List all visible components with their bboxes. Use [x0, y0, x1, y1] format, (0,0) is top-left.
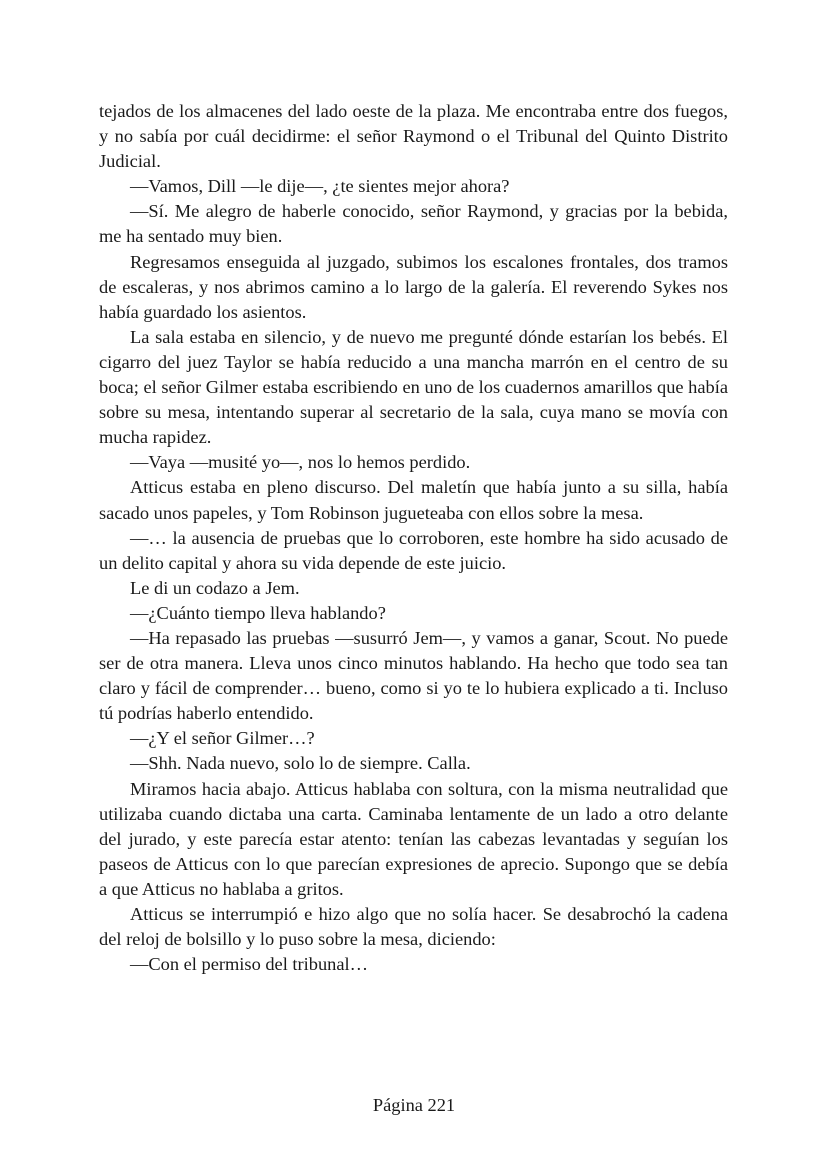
paragraph-16: —Con el permiso del tribunal… — [130, 954, 369, 975]
paragraph-7: Atticus estaba en pleno discurso. Del maletín que había junto a su silla, había sacado unos papeles, y Tom Robinson jugueteaba con ellos sobre la mesa. — [99, 477, 728, 523]
paragraph-9: Le di un codazo a Jem. — [130, 577, 300, 598]
paragraph-4: Regresamos enseguida al juzgado, subimos los escalones frontales, dos tramos de escaleras, y nos abrimos camino a lo largo de la galería. El reverendo Sykes nos había guardado los asientos. — [99, 251, 728, 322]
paragraph-8: —… la ausencia de pruebas que lo corroboren, este hombre ha sido acusado de un delito capital y ahora su vida depende de este juicio. — [99, 527, 728, 573]
paragraph-2: —Vamos, Dill —le dije—, ¿te sientes mejor ahora? — [130, 176, 510, 197]
paragraph-3: —Sí. Me alegro de haberle conocido, señor Raymond, y gracias por la bebida, me ha sentado muy bien. — [99, 201, 728, 247]
paragraph-1: tejados de los almacenes del lado oeste de la plaza. Me encontraba entre dos fuegos, y no sabía por cuál decidirme: el señor Raymond o el Tribunal del Quinto Distrito Judicial. — [99, 101, 728, 172]
page-number: Página 221 — [372, 1095, 456, 1115]
paragraph-11: —Ha repasado las pruebas —susurró Jem—, y vamos a ganar, Scout. No puede ser de otra manera. Lleva unos cinco minutos hablando. Ha hecho que todo sea tan claro y fácil de comprender… bueno, como si yo te lo hubiera explicado a ti. Incluso tú podrías haberlo entendido. — [99, 627, 728, 724]
body-text — [99, 99, 728, 977]
paragraph-12: —¿Y el señor Gilmer…? — [130, 728, 315, 749]
paragraph-6: —Vaya —musité yo—, nos lo hemos perdido. — [130, 452, 471, 473]
paragraph-15: Atticus se interrumpió e hizo algo que no solía hacer. Se desabrochó la cadena del reloj de bolsillo y lo puso sobre la mesa, diciendo: — [99, 904, 728, 950]
paragraph-13: —Shh. Nada nuevo, solo lo de siempre. Calla. — [130, 753, 471, 774]
paragraph-10: —¿Cuánto tiempo lleva hablando? — [130, 602, 386, 623]
paragraph-14: Miramos hacia abajo. Atticus hablaba con soltura, con la misma neutralidad que utilizaba cuando dictaba una carta. Caminaba lentamente de un lado a otro delante del jurado, y este parecía estar atento: tenían las cabezas levantadas y seguían los paseos de Atticus con lo que parecían expresiones de aprecio. Supongo que se debía a que Atticus no hablaba a gritos. — [99, 778, 728, 899]
paragraph-5: La sala estaba en silencio, y de nuevo me pregunté dónde estarían los bebés. El cigarro del juez Taylor se había reducido a una mancha marrón en el centro de su boca; el señor Gilmer estaba escribiendo en uno de los cuadernos amarillos que había sobre su mesa, intentando superar al secretario de la sala, cuya mano se movía con mucha rapidez. — [99, 326, 728, 448]
